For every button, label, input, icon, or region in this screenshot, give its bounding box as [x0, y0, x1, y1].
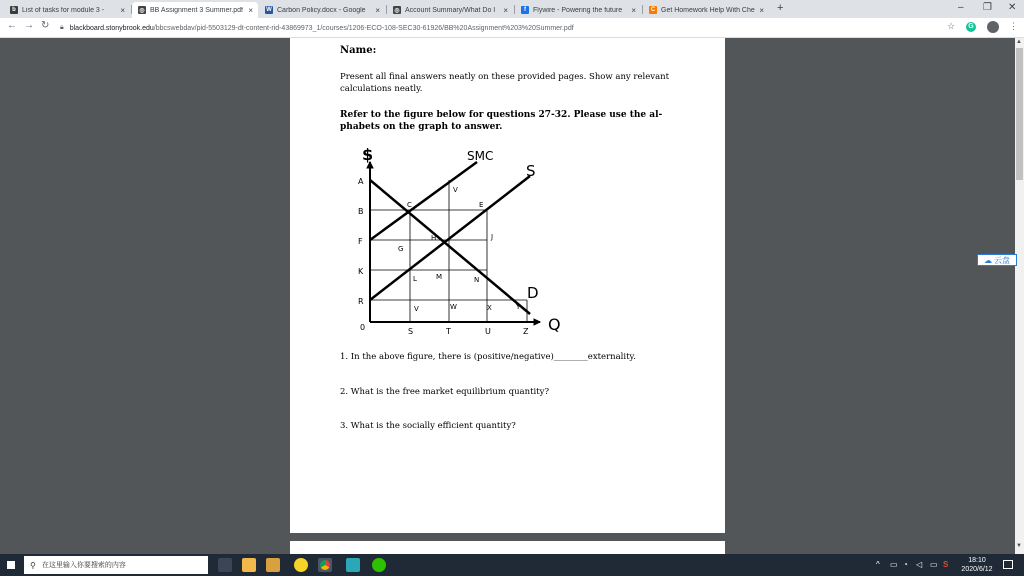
reload-icon[interactable]: ↻: [41, 20, 50, 31]
question-3: 3. What is the socially efficient quantity?: [340, 421, 516, 431]
globe-icon: ◎: [139, 7, 145, 14]
y-label-r: R: [358, 297, 364, 306]
app-icon[interactable]: [294, 558, 308, 572]
new-tab-button[interactable]: +: [777, 2, 784, 14]
tab-account-summary[interactable]: [387, 2, 513, 18]
tab-label: Flywire - Powering the future: [533, 6, 623, 14]
clock-time: 18:10: [968, 557, 986, 564]
cloud-drive-button[interactable]: [977, 254, 1017, 266]
x-label-s: S: [408, 327, 414, 336]
maximize-button[interactable]: ❐: [983, 2, 992, 13]
question-1-text: 1. In the above figure, there is (positive/negative): [340, 352, 554, 362]
app-icon-2[interactable]: [346, 558, 360, 572]
point-j: J: [491, 233, 494, 241]
pdf-page: [290, 38, 725, 533]
flywire-icon: f: [521, 6, 529, 14]
taskbar-clock[interactable]: [958, 556, 996, 574]
instructions-text: Present all final answers neatly on these provided pages. Show any relevant calculations neatly.: [340, 72, 670, 94]
point-l: L: [413, 275, 417, 283]
url-path: /bbcswebdav/pid-5503129-dt-content-rid-43869973_1/courses/1206-ECO-108-SEC30-61926/BB%20Assignment%203%20Summer.pdf: [153, 24, 574, 32]
search-icon: ⚲: [30, 560, 36, 570]
close-tab-icon[interactable]: ×: [120, 5, 125, 15]
question-1-tail: externality.: [587, 352, 636, 362]
x-label-t: T: [446, 327, 451, 336]
tab-strip: [0, 0, 1024, 18]
y-label-origin: 0: [360, 323, 366, 332]
scroll-up-icon[interactable]: ▲: [1016, 39, 1022, 45]
menu-dots-icon[interactable]: ⋮: [1009, 21, 1018, 31]
notification-center-icon[interactable]: [1003, 560, 1013, 569]
question-1: [340, 352, 636, 362]
point-n: N: [474, 276, 480, 284]
x-axis-arrow: [534, 319, 540, 325]
tab-label: Get Homework Help With Che: [661, 6, 755, 14]
network-icon[interactable]: ◔: [903, 560, 908, 569]
forward-arrow-icon[interactable]: →: [24, 20, 34, 31]
close-window-button[interactable]: ✕: [1008, 2, 1017, 13]
minimize-button[interactable]: –: [958, 2, 964, 13]
volume-icon[interactable]: ◁: [916, 560, 923, 569]
scroll-down-icon[interactable]: ▼: [1016, 543, 1022, 549]
taskbar-search-placeholder: 在这里输入你要搜索的内容: [41, 562, 126, 569]
cloud-drive-label: 云盘: [994, 255, 1010, 265]
point-x: X: [487, 304, 492, 312]
economics-figure: [350, 146, 600, 341]
pdf-page-next: [290, 541, 725, 554]
store-icon[interactable]: [266, 558, 280, 572]
question-2: 2. What is the free market equilibrium quantity?: [340, 387, 550, 397]
word-icon: W: [266, 7, 272, 13]
tab-label: Carbon Policy.docx - Google: [277, 6, 366, 14]
point-e: E: [479, 201, 484, 209]
close-tab-icon[interactable]: ×: [631, 5, 636, 15]
windows-taskbar: [0, 554, 1024, 576]
tab-list-of-tasks[interactable]: [4, 2, 130, 18]
tab-homework-help[interactable]: [643, 2, 769, 18]
close-tab-icon[interactable]: ×: [759, 5, 764, 15]
demand-label: D: [527, 284, 539, 302]
supply-label: S: [526, 162, 536, 180]
close-tab-icon[interactable]: ×: [248, 5, 253, 15]
point-y: Y: [516, 303, 521, 311]
point-v-top: V: [453, 186, 458, 194]
sogou-icon[interactable]: S: [943, 560, 949, 569]
tab-carbon-policy[interactable]: [259, 2, 385, 18]
profile-avatar[interactable]: [987, 21, 999, 33]
tab-label: Account Summary/What Do I: [405, 6, 496, 14]
point-m: M: [436, 273, 443, 281]
y-label-a: A: [358, 177, 364, 186]
dollar-label: $: [362, 146, 374, 164]
pdf-viewer: [0, 38, 1015, 554]
file-explorer-icon[interactable]: [242, 558, 256, 572]
tab-label: List of tasks for module 3 -: [22, 6, 105, 14]
address-bar[interactable]: [60, 21, 965, 35]
taskbar-search[interactable]: [24, 556, 208, 574]
y-label-f: F: [358, 237, 363, 246]
tab-label: BB Assignment 3 Summer.pdf: [150, 6, 243, 14]
keyboard-icon[interactable]: ▭: [930, 560, 938, 569]
point-h: H: [431, 234, 437, 242]
grammarly-icon[interactable]: G: [966, 22, 976, 32]
supply-curve: [370, 176, 530, 300]
task-view-icon[interactable]: [218, 558, 232, 572]
refer-text: Refer to the figure below for questions 27-32. Please use the al- phabets on the graph to answer.: [340, 110, 663, 132]
demand-curve: [370, 180, 530, 314]
y-label-b: B: [358, 207, 364, 216]
browser-toolbar: [0, 18, 1024, 38]
close-tab-icon[interactable]: ×: [375, 5, 380, 15]
tray-chevron-icon[interactable]: ^: [876, 560, 880, 569]
blackboard-icon: b: [10, 6, 18, 14]
point-c: C: [407, 201, 412, 209]
cloud-icon: ☁: [984, 255, 992, 265]
wechat-icon[interactable]: [372, 558, 386, 572]
name-label: Name:: [340, 45, 377, 56]
tab-flywire[interactable]: [515, 2, 641, 18]
tab-bb-assignment[interactable]: [132, 2, 258, 18]
chrome-icon[interactable]: [318, 558, 332, 572]
close-tab-icon[interactable]: ×: [503, 5, 508, 15]
point-g: G: [398, 245, 404, 253]
vertical-scrollbar[interactable]: [1015, 38, 1024, 554]
back-arrow-icon[interactable]: ←: [7, 20, 17, 31]
chegg-icon: C: [650, 7, 656, 13]
q-label: Q: [548, 315, 561, 334]
answer-blank: ________: [553, 352, 588, 362]
windows-start-icon[interactable]: [7, 561, 15, 569]
clock-date: 2020/6/12: [961, 566, 993, 573]
y-label-k: K: [358, 267, 364, 276]
battery-icon[interactable]: ▭: [890, 560, 898, 569]
smc-label: SMC: [467, 149, 494, 163]
globe-icon: ◎: [394, 7, 400, 14]
url-host: blackboard.stonybrook.edu: [69, 24, 154, 32]
point-w: W: [450, 303, 457, 311]
x-label-u: U: [485, 327, 491, 336]
lock-icon: 🔒︎: [60, 24, 64, 31]
x-label-z: Z: [523, 327, 529, 336]
point-v-bottom: V: [414, 305, 419, 313]
scrollbar-thumb[interactable]: [1016, 48, 1023, 180]
bookmark-star-icon[interactable]: ☆: [947, 21, 956, 31]
